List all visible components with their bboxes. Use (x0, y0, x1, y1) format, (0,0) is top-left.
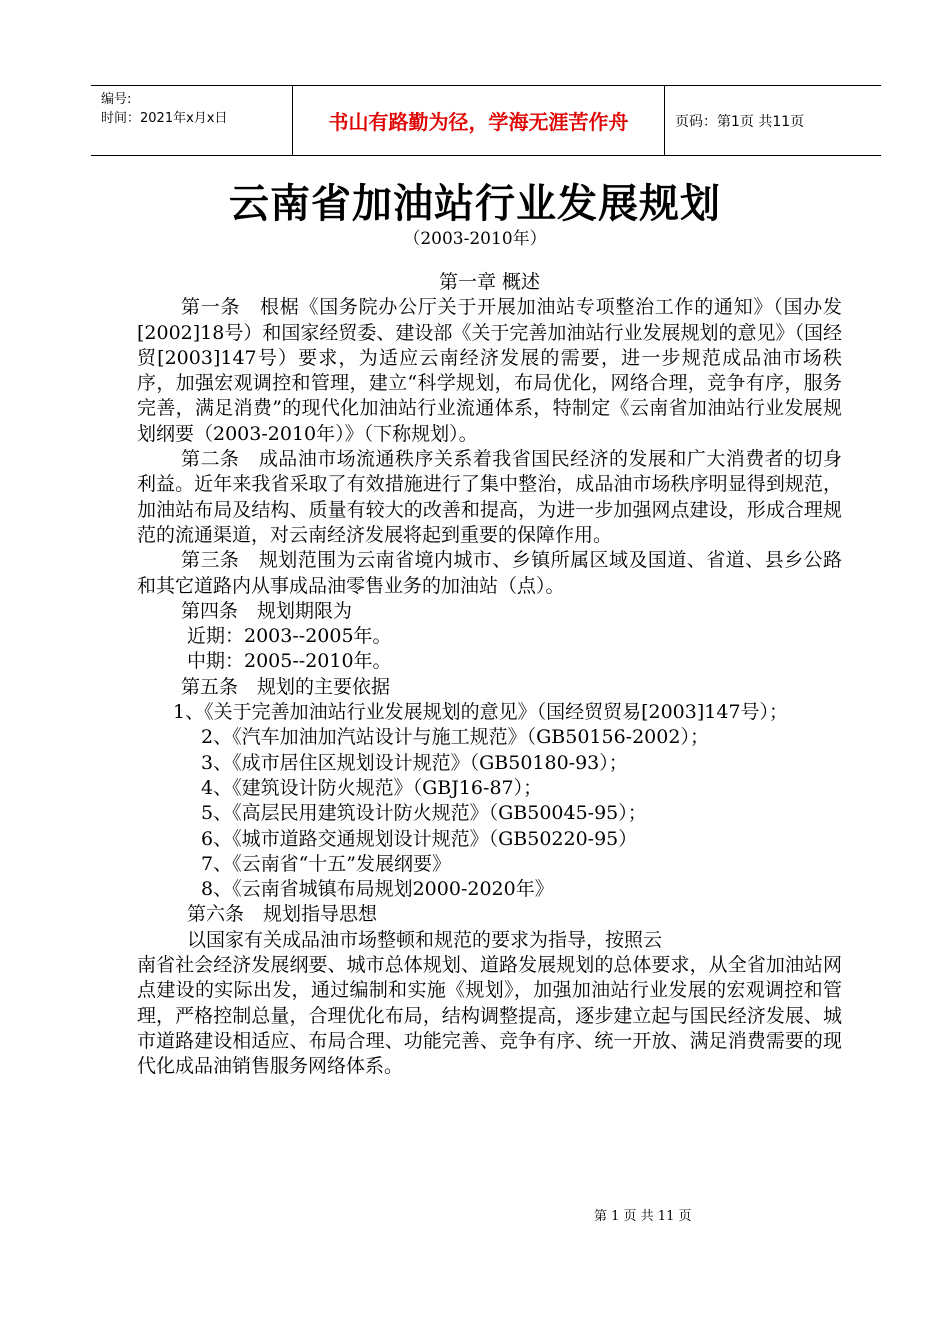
document-body (137, 270, 842, 1080)
reference-item: 5、《高层民用建筑设计防火规范》（GB50045-95）； (201, 802, 647, 825)
article-5: 第五条 规划的主要依据 (181, 675, 391, 698)
chapter-heading: 第一章 概述 (438, 271, 541, 293)
reference-item: 7、《云南省“十五”发展纲要》 (201, 852, 452, 875)
footer-page-number: 第 1 页 共 11 页 (594, 1209, 692, 1224)
article-4: 第四条 规划期限为 (181, 599, 353, 622)
reference-item: 3、《成市居住区规划设计规范》（GB50180-93）； (201, 751, 628, 774)
reference-item: 1、《关于完善加油站行业发展规划的意见》（国经贸贸易[2003]147号）； (173, 701, 789, 724)
reference-item: 8、《云南省城镇布局规划2000-2020年》 (201, 878, 554, 901)
reference-item: 6、《城市道路交通规划设计规范》（GB50220-95） (201, 827, 638, 850)
reference-item: 4、《建筑设计防火规范》（GBJ16-87）； (201, 776, 543, 799)
article-6: 第六条 规划指导思想 (187, 903, 378, 926)
article-2: 第二条 成品油市场流通秩序关系着我省国民经济的发展和广大消费者的切身利益。近年来我省采取了有效措施进行了集中整治，成品油市场秩序明显得到规范，加油站布局及结构、质量有较大的改善和提高，为进一步加强网点建设，形成合理规范的流通渠道，对云南经济发展将起到重要的保障作用。 (137, 448, 842, 546)
header-motto: 书山有路勤为径，学海无涯苦作舟 (293, 86, 665, 155)
reference-item: 2、《汽车加油加汽站设计与施工规范》（GB50156-2002）； (201, 726, 709, 749)
article-6-body: 南省社会经济发展纲要、城市总体规划、道路发展规划的总体要求，从全省加油站网点建设的实际出发，通过编制和实施《规划》，加强加油站行业发展的宏观调控和管理，严格控制总量，合理优化布局，结构调整提高，逐步建立起与国民经济发展、城市道路建设相适应、布局合理、功能完善、竞争有序、统一开放、满足消费需要的现代化成品油销售服务网络体系。 (137, 954, 842, 1078)
article-6-line1: 以国家有关成品油市场整顿和规范的要求为指导，按照云 (187, 928, 663, 951)
number-label: 编号: (101, 92, 132, 107)
period-near: 近期：2003--2005年。 (187, 625, 392, 648)
time-label: 时间：2021年x月x日 (101, 111, 228, 126)
document-subtitle: （2003-2010年） (403, 229, 547, 249)
article-1: 第一条 根椐《国务院办公厅关于开展加油站专项整治工作的通知》（国办发[2002]18号）和国家经贸委、建设部《关于完善加油站行业发展规划的意见》（国经贸[2003]147号）要求，为适应云南经济发展的需要，进一步规范成品油市场秩序，加强宏观调控和管理，建立“科学规划，布局优化，网络合理，竞争有序，服务完善，满足消费”的现代化加油站行业流通体系，特制定《云南省加油站行业发展规划纲要（2003-2010年）》（下称规划）。 (137, 296, 842, 445)
document-title: 云南省加油站行业发展规划 (229, 181, 721, 227)
header-page-info: 页码：第1页 共11页 (675, 113, 805, 130)
header-table (91, 85, 881, 156)
article-3: 第三条 规划范围为云南省境内城市、乡镇所属区域及国道、省道、县乡公路和其它道路内从事成品油零售业务的加油站（点）。 (137, 549, 842, 597)
period-mid: 中期：2005--2010年。 (187, 650, 392, 673)
header-meta (91, 86, 293, 155)
